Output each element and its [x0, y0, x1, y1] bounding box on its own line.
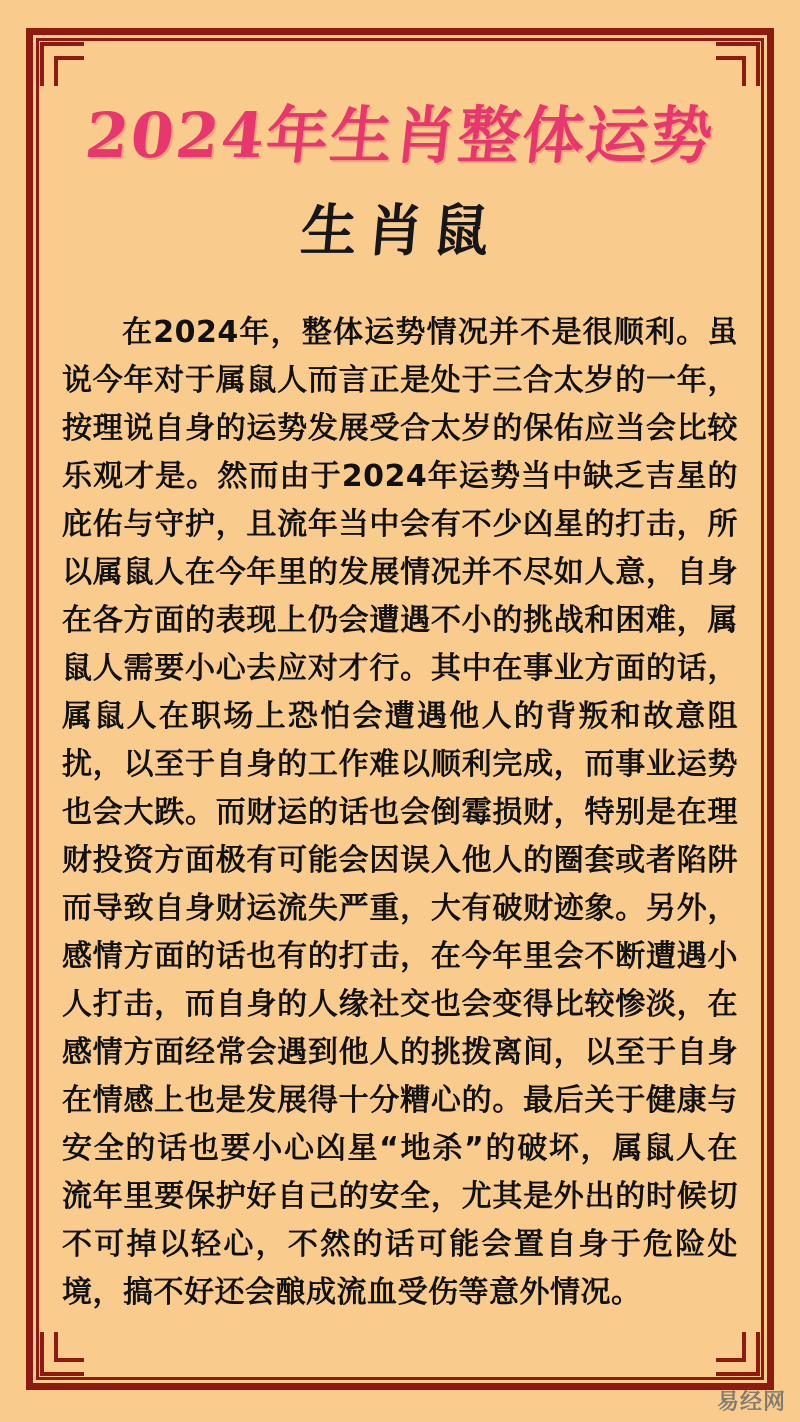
page-title: 2024年生肖整体运势: [81, 99, 719, 172]
site-watermark: 易经网: [716, 1390, 786, 1415]
poster-content: [62, 80, 738, 1342]
fortune-body-text: 在2024年，整体运势情况并不是很顺利。虽说今年对于属鼠人而言正是处于三合太岁的一年，按理说自身的运势发展受合太岁的保佑应当会比较乐观才是。然而由于2024年运势当中缺乏吉星的庇佑与守护，且流年当中会有不少凶星的打击，所以属鼠人在今年里的发展情况并不尽如人意，自身在各方面的表现上仍会遭遇不小的挑战和困难，属鼠人需要小心去应对才行。其中在事业方面的话，属鼠人在职场上恐怕会遭遇他人的背叛和故意阻扰，以至于自身的工作难以顺利完成，而事业运势也会大跌。而财运的话也会倒霉损财，特别是在理财投资方面极有可能会因误入他人的圈套或者陷阱而导致自身财运流失严重，大有破财迹象。另外，感情方面的话也有的打击，在今年里会不断遭遇小人打击，而自身的人缘社交也会变得比较惨淡，在感情方面经常会遇到他人的挑拨离间，以至于自身在情感上也是发展得十分糟心的。最后关于健康与安全的话也要小心凶星“地杀”的破坏，属鼠人在流年里要保护好自己的安全，尤其是外出的时候切不可掉以轻心，不然的话可能会置自身于危险处境，搞不好还会酿成流血受伤等意外情况。: [62, 315, 738, 1311]
page-subtitle: 生肖鼠: [298, 198, 502, 265]
